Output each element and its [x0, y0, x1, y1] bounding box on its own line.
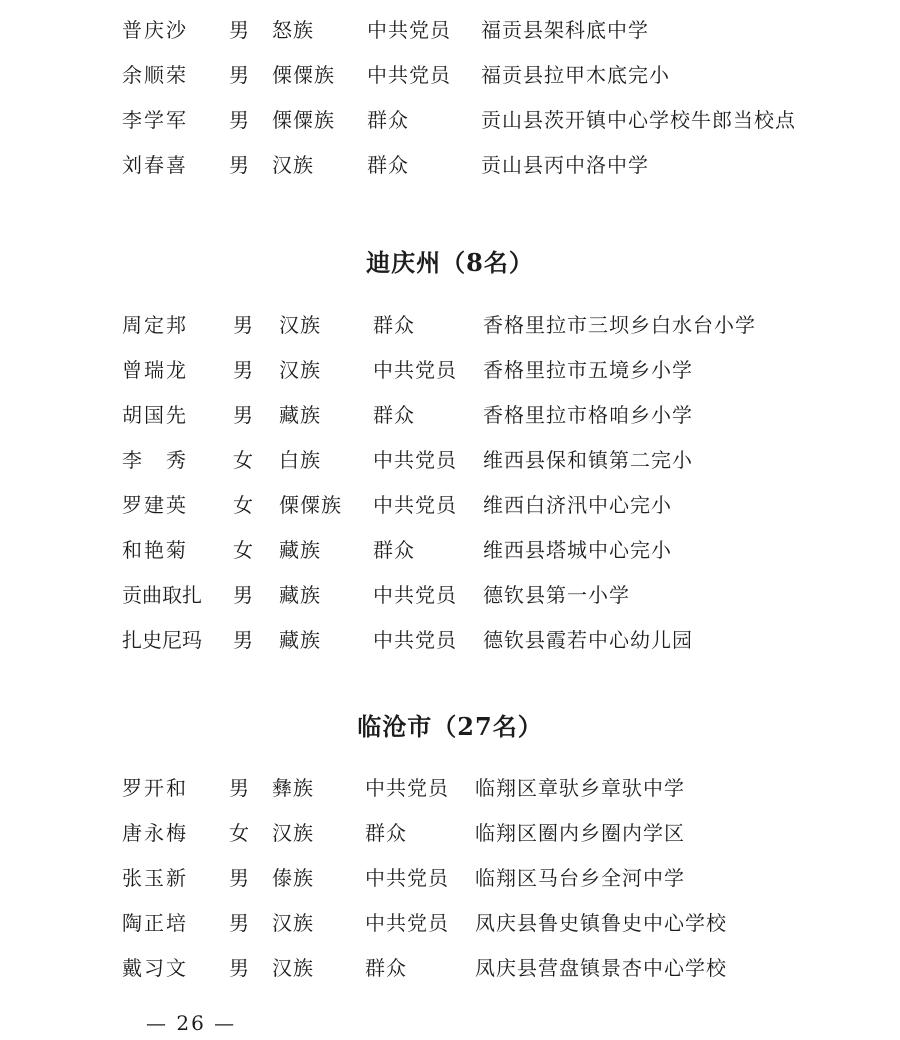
person-organization: 维西县塔城中心完小 — [483, 538, 672, 562]
page-number: — 26 — — [146, 1011, 237, 1035]
person-organization: 凤庆县鲁史镇鲁史中心学校 — [475, 911, 727, 935]
person-sex: 女 — [229, 821, 249, 845]
person-name: 李 秀 — [122, 448, 188, 472]
person-ethnicity: 汉族 — [272, 153, 314, 177]
person-sex: 男 — [233, 313, 253, 337]
person-name: 罗建英 — [122, 493, 188, 517]
person-ethnicity: 怒族 — [272, 18, 314, 42]
person-ethnicity: 汉族 — [272, 821, 314, 845]
section-heading-diqing: 迪庆州（8名） — [366, 248, 534, 277]
person-political-status: 群众 — [365, 821, 407, 845]
person-sex: 男 — [229, 776, 249, 800]
person-name: 余顺荣 — [122, 63, 188, 87]
list-item — [0, 858, 900, 898]
person-organization: 维西白济汛中心完小 — [483, 493, 672, 517]
person-sex: 男 — [233, 358, 253, 382]
person-ethnicity: 白族 — [279, 448, 321, 472]
person-organization: 香格里拉市五境乡小学 — [483, 358, 693, 382]
list-item — [0, 768, 900, 808]
person-organization: 临翔区圈内乡圈内学区 — [475, 821, 685, 845]
person-ethnicity: 傣族 — [272, 866, 314, 890]
list-item — [0, 55, 900, 95]
person-sex: 男 — [229, 956, 249, 980]
person-name: 陶正培 — [122, 911, 188, 935]
person-name: 周定邦 — [122, 313, 188, 337]
person-sex: 男 — [229, 63, 249, 87]
person-sex: 男 — [233, 403, 253, 427]
person-organization: 临翔区马台乡全河中学 — [475, 866, 685, 890]
person-name: 扎史尼玛 — [122, 628, 202, 652]
person-organization: 德钦县第一小学 — [483, 583, 630, 607]
person-ethnicity: 汉族 — [279, 358, 321, 382]
list-item — [0, 813, 900, 853]
person-name: 戴习文 — [122, 956, 188, 980]
person-political-status: 中共党员 — [365, 776, 449, 800]
person-organization: 临翔区章驮乡章驮中学 — [475, 776, 685, 800]
person-sex: 男 — [229, 911, 249, 935]
list-item — [0, 10, 900, 50]
person-name: 刘春喜 — [122, 153, 188, 177]
person-ethnicity: 藏族 — [279, 403, 321, 427]
list-item — [0, 440, 900, 480]
person-organization: 维西县保和镇第二完小 — [483, 448, 693, 472]
list-item — [0, 305, 900, 345]
person-organization: 贡山县茨开镇中心学校牛郎当校点 — [481, 108, 796, 132]
person-sex: 男 — [229, 108, 249, 132]
person-political-status: 中共党员 — [367, 63, 451, 87]
person-name: 普庆沙 — [122, 18, 188, 42]
list-item — [0, 530, 900, 570]
person-political-status: 群众 — [373, 403, 415, 427]
person-political-status: 中共党员 — [373, 448, 457, 472]
list-item — [0, 485, 900, 525]
person-political-status: 中共党员 — [365, 911, 449, 935]
list-item — [0, 620, 900, 660]
person-ethnicity: 藏族 — [279, 628, 321, 652]
person-sex: 女 — [233, 538, 253, 562]
list-item — [0, 903, 900, 943]
person-political-status: 群众 — [373, 313, 415, 337]
person-political-status: 群众 — [367, 153, 409, 177]
person-organization: 贡山县丙中洛中学 — [481, 153, 649, 177]
person-ethnicity: 傈僳族 — [272, 108, 335, 132]
person-sex: 男 — [229, 153, 249, 177]
person-name: 和艳菊 — [122, 538, 188, 562]
person-name: 罗开和 — [122, 776, 188, 800]
person-ethnicity: 彝族 — [272, 776, 314, 800]
person-name: 胡国先 — [122, 403, 188, 427]
list-item — [0, 395, 900, 435]
person-political-status: 群众 — [373, 538, 415, 562]
person-political-status: 群众 — [367, 108, 409, 132]
list-item — [0, 948, 900, 988]
person-ethnicity: 汉族 — [272, 956, 314, 980]
person-political-status: 中共党员 — [373, 358, 457, 382]
person-sex: 男 — [229, 866, 249, 890]
person-name: 唐永梅 — [122, 821, 188, 845]
person-political-status: 群众 — [365, 956, 407, 980]
list-item — [0, 575, 900, 615]
person-name: 张玉新 — [122, 866, 188, 890]
person-organization: 香格里拉市格咱乡小学 — [483, 403, 693, 427]
person-ethnicity: 傈僳族 — [272, 63, 335, 87]
person-political-status: 中共党员 — [367, 18, 451, 42]
person-name: 贡曲取扎 — [122, 583, 202, 607]
person-ethnicity: 汉族 — [279, 313, 321, 337]
person-sex: 女 — [233, 448, 253, 472]
person-sex: 男 — [233, 628, 253, 652]
list-item — [0, 350, 900, 390]
person-organization: 福贡县架科底中学 — [481, 18, 649, 42]
person-ethnicity: 汉族 — [272, 911, 314, 935]
person-sex: 男 — [229, 18, 249, 42]
person-name: 曾瑞龙 — [122, 358, 188, 382]
person-organization: 福贡县拉甲木底完小 — [481, 63, 670, 87]
person-ethnicity: 藏族 — [279, 583, 321, 607]
section-heading-lincang: 临沧市（27名） — [357, 712, 543, 741]
person-political-status: 中共党员 — [373, 628, 457, 652]
person-organization: 德钦县霞若中心幼儿园 — [483, 628, 693, 652]
person-sex: 男 — [233, 583, 253, 607]
person-organization: 香格里拉市三坝乡白水台小学 — [483, 313, 756, 337]
person-political-status: 中共党员 — [373, 493, 457, 517]
person-name: 李学军 — [122, 108, 188, 132]
person-political-status: 中共党员 — [373, 583, 457, 607]
person-political-status: 中共党员 — [365, 866, 449, 890]
person-ethnicity: 傈僳族 — [279, 493, 342, 517]
list-item — [0, 145, 900, 185]
person-ethnicity: 藏族 — [279, 538, 321, 562]
person-organization: 凤庆县营盘镇景杏中心学校 — [475, 956, 727, 980]
list-item — [0, 100, 900, 140]
person-sex: 女 — [233, 493, 253, 517]
